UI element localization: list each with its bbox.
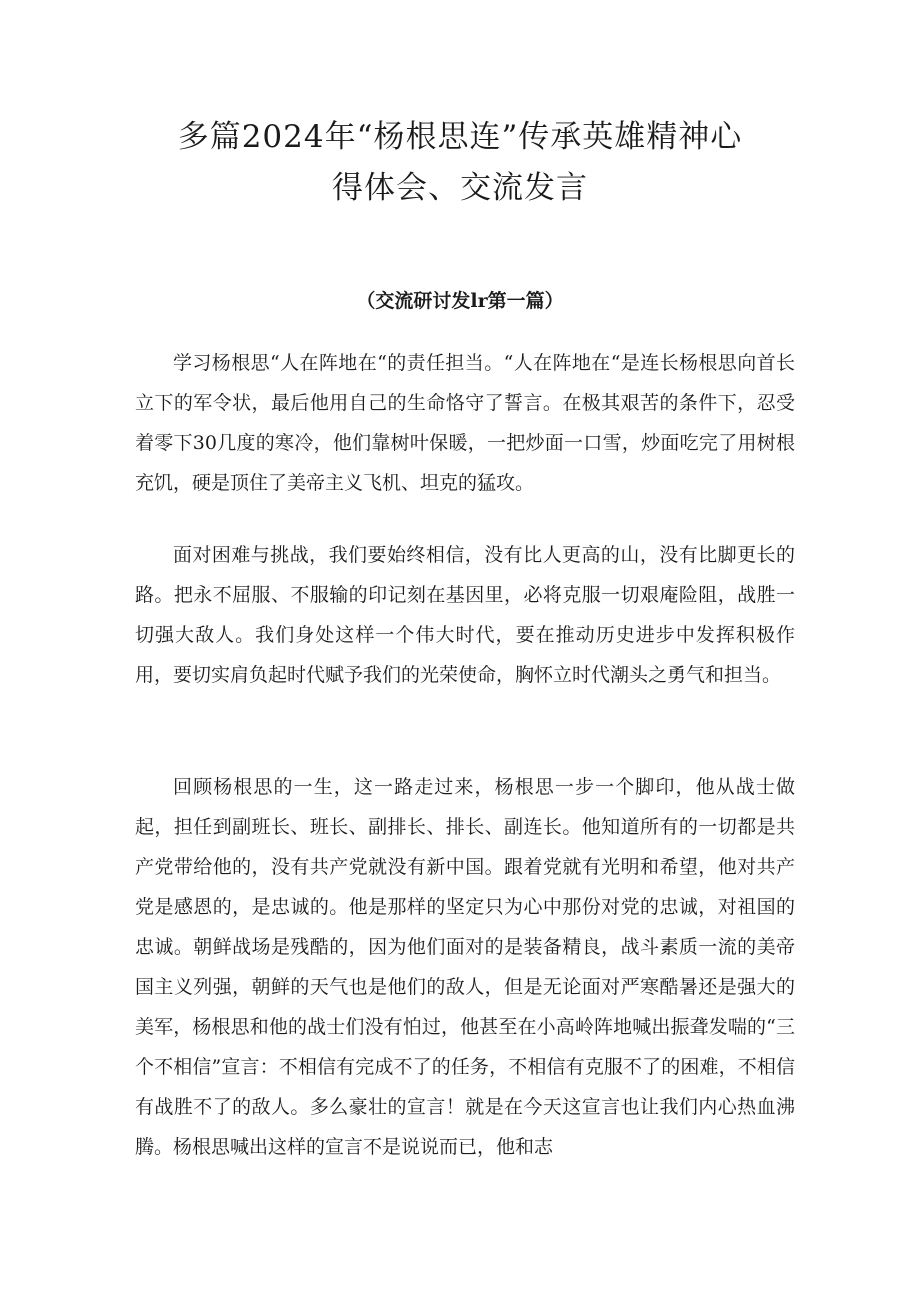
paragraph-2: 面对困难与挑战，我们要始终相信，没有比人更高的山，没有比脚更长的路。把永不屈服、不服输的印记刻在基因里，必将克服一切艰庵险阻，战胜一切强大敌人。我们身处这样一个伟大时代，要在推动历史进步中发挥积极作用，要切实肩负起时代赋予我们的光荣使命，胸怀立时代潮头之勇气和担当。 bbox=[135, 544, 795, 686]
document-title-line-1: 多篇2024年“杨根思连”传承英雄精神心 bbox=[177, 119, 743, 155]
section-heading: （交流研讨发lr第一篇） bbox=[356, 290, 564, 312]
document-title-line-2: 得体会、交流发言 bbox=[332, 170, 588, 206]
paragraph-1: 学习杨根思“人在阵地在“的责任担当。“人在阵地在“是连长杨根思向首长立下的军令状，最后他用自己的生命恪守了誓言。在极其艰苦的条件下，忍受着零下30几度的寒冷，他们靠树叶保暖，一把炒面一口雪，炒面吃完了用树根充饥，硬是顶住了美帝主义飞机、坦克的猛攻。 bbox=[135, 352, 795, 494]
paragraph-3: 回顾杨根思的一生，这一路走过来，杨根思一步一个脚印，他从战士做起，担任到副班长、班长、副排长、排长、副连长。他知道所有的一切都是共产党带给他的，没有共产党就没有新中国。跟着党就有光明和希望，他对共产党是感恩的，是忠诚的。他是那样的坚定只为心中那份对党的忠诚，对祖国的忠诚。朝鲜战场是残酷的，因为他们面对的是装备精良，战斗素质一流的美帝国主义列强，朝鲜的天气也是他们的敌人，但是无论面对严寒酷暑还是强大的美军，杨根思和他的战士们没有怕过，他甚至在小高岭阵地喊出振聋发喘的“三个不相信”宣言：不相信有完成不了的任务，不相信有克服不了的困难，不相信有战胜不了的敌人。多么豪壮的宣言！就是在今天这宣言也让我们内心热血沸腾。杨根思喊出这样的宣言不是说说而已，他和志 bbox=[135, 776, 795, 1158]
